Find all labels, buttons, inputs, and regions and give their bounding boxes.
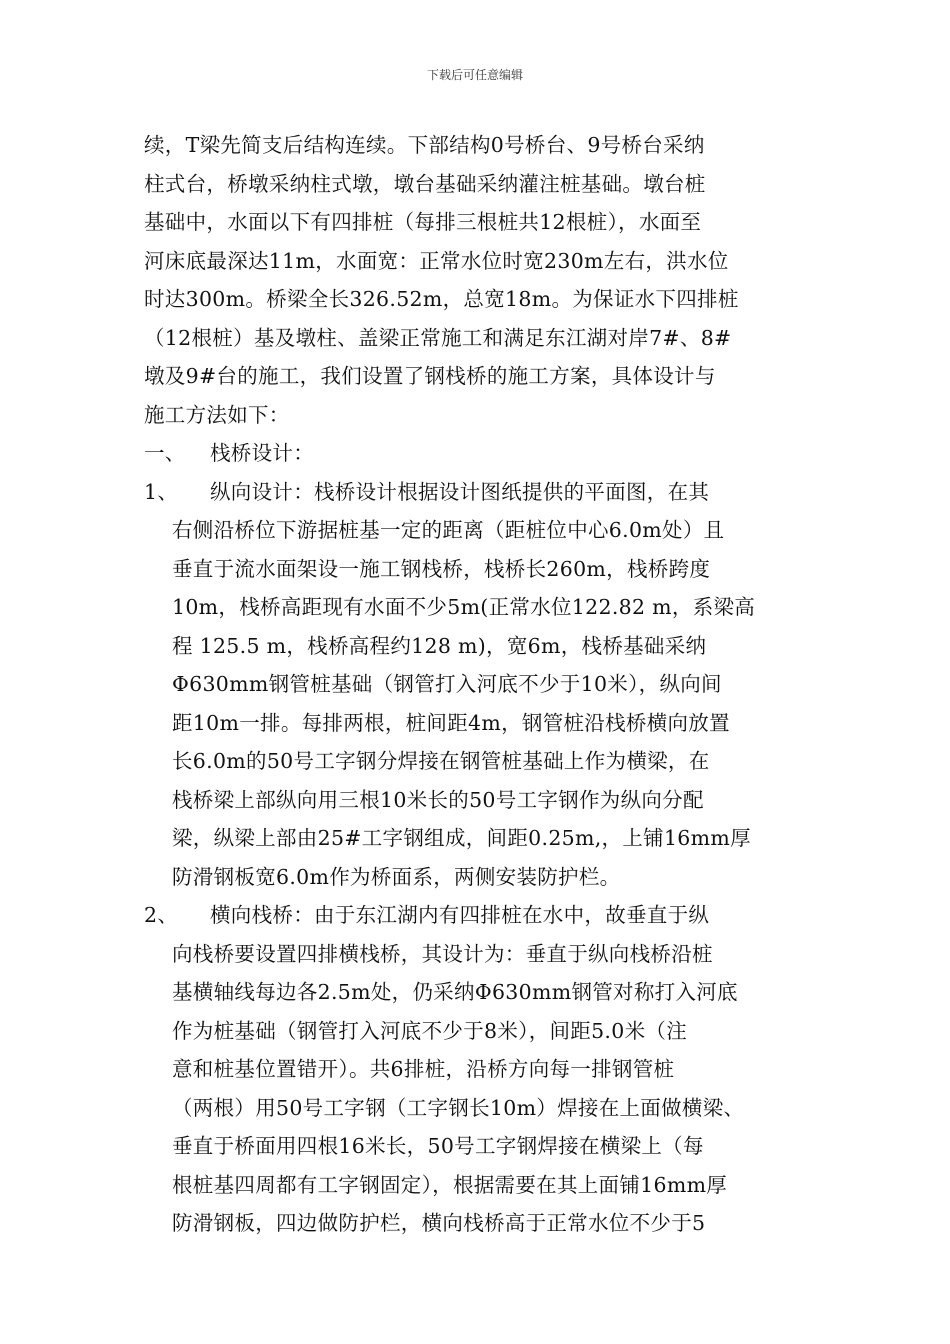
text-line: 防滑钢板宽6.0m作为桥面系，两侧安装防护栏。	[172, 864, 621, 889]
text-line: 栈桥梁上部纵向用三根10米长的50号工字钢作为纵向分配	[172, 787, 704, 812]
text-line: 意和桩基位置错开）。共6排桩，沿桥方向每一排钢管桩	[172, 1057, 675, 1081]
text-line: Φ630mm钢管桩基础（钢管打入河底不少于10米），纵向间	[172, 672, 722, 696]
text-line: 程 125.5 m，栈桥高程约128 m)，宽6m，栈桥基础采纳	[172, 633, 707, 658]
text-line: 时达300m。桥梁全长326.52m，总宽18m。为保证水下四排桩	[144, 287, 739, 311]
text-line: 墩及9#台的施工，我们设置了钢栈桥的施工方案，具体设计与	[144, 364, 716, 388]
section-title: 栈桥设计：	[210, 441, 314, 465]
text-line: 长6.0m的50号工字钢分焊接在钢管桩基础上作为横梁，在	[172, 749, 710, 773]
text-line: 基横轴线每边各2.5m处，仍采纳Φ630mm钢管对称打入河底	[172, 980, 738, 1004]
list-item-number: 1、	[144, 479, 179, 504]
text-line: 距10m一排。每排两根，桩间距4m，钢管桩沿栈桥横向放置	[172, 710, 730, 735]
text-line: （两根）用50号工字钢（工字钢长10m）焊接在上面做横梁、	[172, 1095, 745, 1120]
list-item-first-line	[144, 896, 812, 935]
list-item-first-line	[144, 473, 812, 512]
text-line: 河床底最深达11m，水面宽：正常水位时宽230m左右，洪水位	[144, 248, 729, 273]
text-line: 横向栈桥：由于东江湖内有四排桩在水中，故垂直于纵	[210, 903, 710, 927]
list-item-2	[144, 896, 812, 1243]
text-line: 梁，纵梁上部由25#工字钢组成，间距0.25m,，上铺16mm厚	[172, 826, 751, 850]
text-line: 10m，栈桥高距现有水面不少5m(正常水位122.82 m，系梁高	[172, 595, 756, 619]
text-line: 防滑钢板，四边做防护栏，横向栈桥高于正常水位不少于5	[172, 1211, 706, 1235]
text-line: 垂直于流水面架设一施工钢栈桥，栈桥长260m，栈桥跨度	[172, 556, 711, 581]
page-header: 下载后可任意编辑	[426, 68, 523, 82]
section-number: 一、	[144, 441, 186, 465]
text-line: 右侧沿桥位下游据桩基一定的距离（距桩位中心6.0m处）且	[172, 518, 725, 542]
text-line: 续，T梁先简支后结构连续。下部结构0号桥台、9号桥台采纳	[144, 133, 705, 157]
list-item-1	[144, 473, 812, 897]
section-heading	[144, 434, 812, 473]
text-line: 作为桩基础（钢管打入河底不少于8米），间距5.0米（注	[172, 1018, 687, 1043]
text-line: 施工方法如下：	[144, 402, 290, 427]
intro-paragraph	[144, 126, 812, 434]
text-line: 柱式台，桥墩采纳柱式墩，墩台基础采纳灌注桩基础。墩台桩	[144, 171, 706, 196]
text-line: 基础中，水面以下有四排桩（每排三根桩共12根桩），水面至	[144, 210, 702, 234]
document-body	[144, 126, 812, 1243]
text-line: 根桩基四周都有工字钢固定），根据需要在其上面铺16mm厚	[172, 1172, 728, 1197]
text-line: 向栈桥要设置四排横栈桥，其设计为：垂直于纵向栈桥沿桩	[172, 941, 713, 966]
list-item-number: 2、	[144, 903, 179, 927]
text-line: 纵向设计：栈桥设计根据设计图纸提供的平面图，在其	[210, 479, 710, 504]
text-line: 垂直于桥面用四根16米长，50号工字钢焊接在横梁上（每	[172, 1134, 704, 1158]
text-line: （12根桩）基及墩柱、盖梁正常施工和满足东江湖对岸7#、8#	[144, 325, 732, 350]
